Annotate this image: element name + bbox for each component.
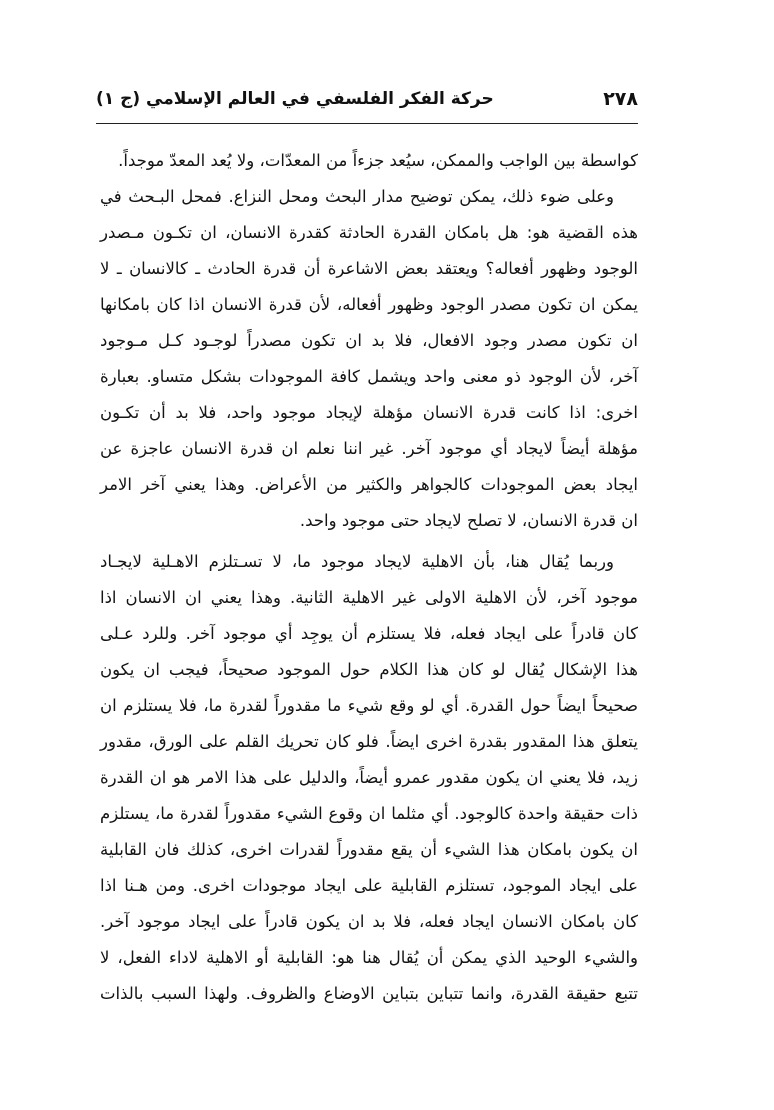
text-line: الوجود وظهور أفعاله؟ ويعتقد بعض الاشاعرة أن قدرة الحادث ـ كالانسان ـ لا [100, 259, 638, 278]
text-line: زيد، فلا يعني ان يكون مقدور عمرو أيضاً، والدليل على هذا الامر هو ان القدرة [100, 768, 638, 787]
running-header [96, 84, 638, 114]
text-line: يمكن ان تكون مصدر الوجود وظهور أفعاله، لأن قدرة الانسان اذا كان بامكانها [100, 295, 638, 314]
page-number: ٢٧٨ [603, 88, 638, 110]
text-line: وعلى ضوء ذلك، يمكن توضيح مدار البحث ومحل النزاع. فمحل البـحث في [100, 187, 614, 206]
text-line: موجود آخر، لأن الاهلية الاولى غير الاهلية الثانية. وهذا يعني ان الانسان اذا [100, 588, 638, 607]
text-line: على ايجاد الموجود، تستلزم القابلية على ايجاد موجودات اخرى. ومن هـنا اذا [100, 876, 638, 895]
running-title: حركة الفكر الفلسفي في العالم الإسلامي (ج ١) [96, 89, 494, 109]
paragraph [100, 544, 638, 1012]
text-line: ايجاد بعض الموجودات كالجواهر والكثير من الأعراض. وهذا يعني آخر الامر [100, 475, 638, 494]
body-text [100, 143, 638, 1012]
text-line: ذات حقيقة واحدة كالوجود. أي مثلما ان وقوع الشيء مقدوراً لقدرة ما، يستلزم [100, 804, 638, 823]
text-line: صحيحاً ايضاً حول القدرة. أي لو وقع شيء ما مقدوراً لقدرة ما، فلا يستلزم ان [100, 696, 638, 715]
text-line: تتبع حقيقة القدرة، وانما تتباين بتباين الاوضاع والظروف. ولهذا السبب بالذات [100, 984, 638, 1003]
paragraph [100, 179, 638, 539]
text-line: كواسطة بين الواجب والممكن، سيُعد جزءاً من المعدّات، ولا يُعد المعدّ موجداً. [118, 151, 638, 170]
text-line: ان قدرة الانسان، لا تصلح لايجاد حتى موجود واحد. [299, 511, 638, 530]
text-line: ان يكون بامكان هذا الشيء أن يقع مقدوراً لقدرات اخرى، كذلك فان القابلية [100, 840, 638, 859]
text-line: هذه القضية هو: هل بامكان القدرة الحادثة كقدرة الانسان، ان تكـون مـصدر [100, 223, 638, 242]
text-line: آخر، لأن الوجود ذو معنى واحد ويشمل كافة الموجودات بشكل متساو. بعبارة [100, 367, 638, 386]
text-line: وربما يُقال هنا، بأن الاهلية لايجاد موجود ما، لا تسـتلزم الاهـلية لايجـاد [100, 552, 614, 571]
text-line: كان بامكان الانسان ايجاد فعله، فلا بد ان يكون قادراً على ايجاد موجود آخر. [100, 912, 638, 931]
text-line: والشيء الوحيد الذي يمكن أن يُقال هنا هو: القابلية أو الاهلية لاداء الفعل، لا [100, 948, 638, 967]
text-line: يتعلق هذا المقدور بقدرة اخرى ايضاً. فلو كان تحريك القلم على الورق، مقدور [100, 732, 638, 751]
paragraph [100, 143, 638, 179]
header-rule [96, 123, 638, 124]
text-line: مؤهلة أيضاً لايجاد أي موجود آخر. غير اننا نعلم ان قدرة الانسان عاجزة عن [100, 439, 638, 458]
text-line: كان قادراً على ايجاد فعله، فلا يستلزم أن يوجِد أي موجود آخر. وللرد عـلى [100, 624, 638, 643]
text-line: هذا الإشكال يُقال لو كان هذا الكلام حول الموجود صحيحاً، فيجب ان يكون [100, 660, 638, 679]
text-line: اخرى: اذا كانت قدرة الانسان مؤهلة لإيجاد موجود واحد، فلا بد أن تكـون [100, 403, 638, 422]
text-line: ان تكون مصدر وجود الافعال، فلا بد ان تكون مصدراً لوجـود كـل مـوجود [100, 331, 638, 350]
